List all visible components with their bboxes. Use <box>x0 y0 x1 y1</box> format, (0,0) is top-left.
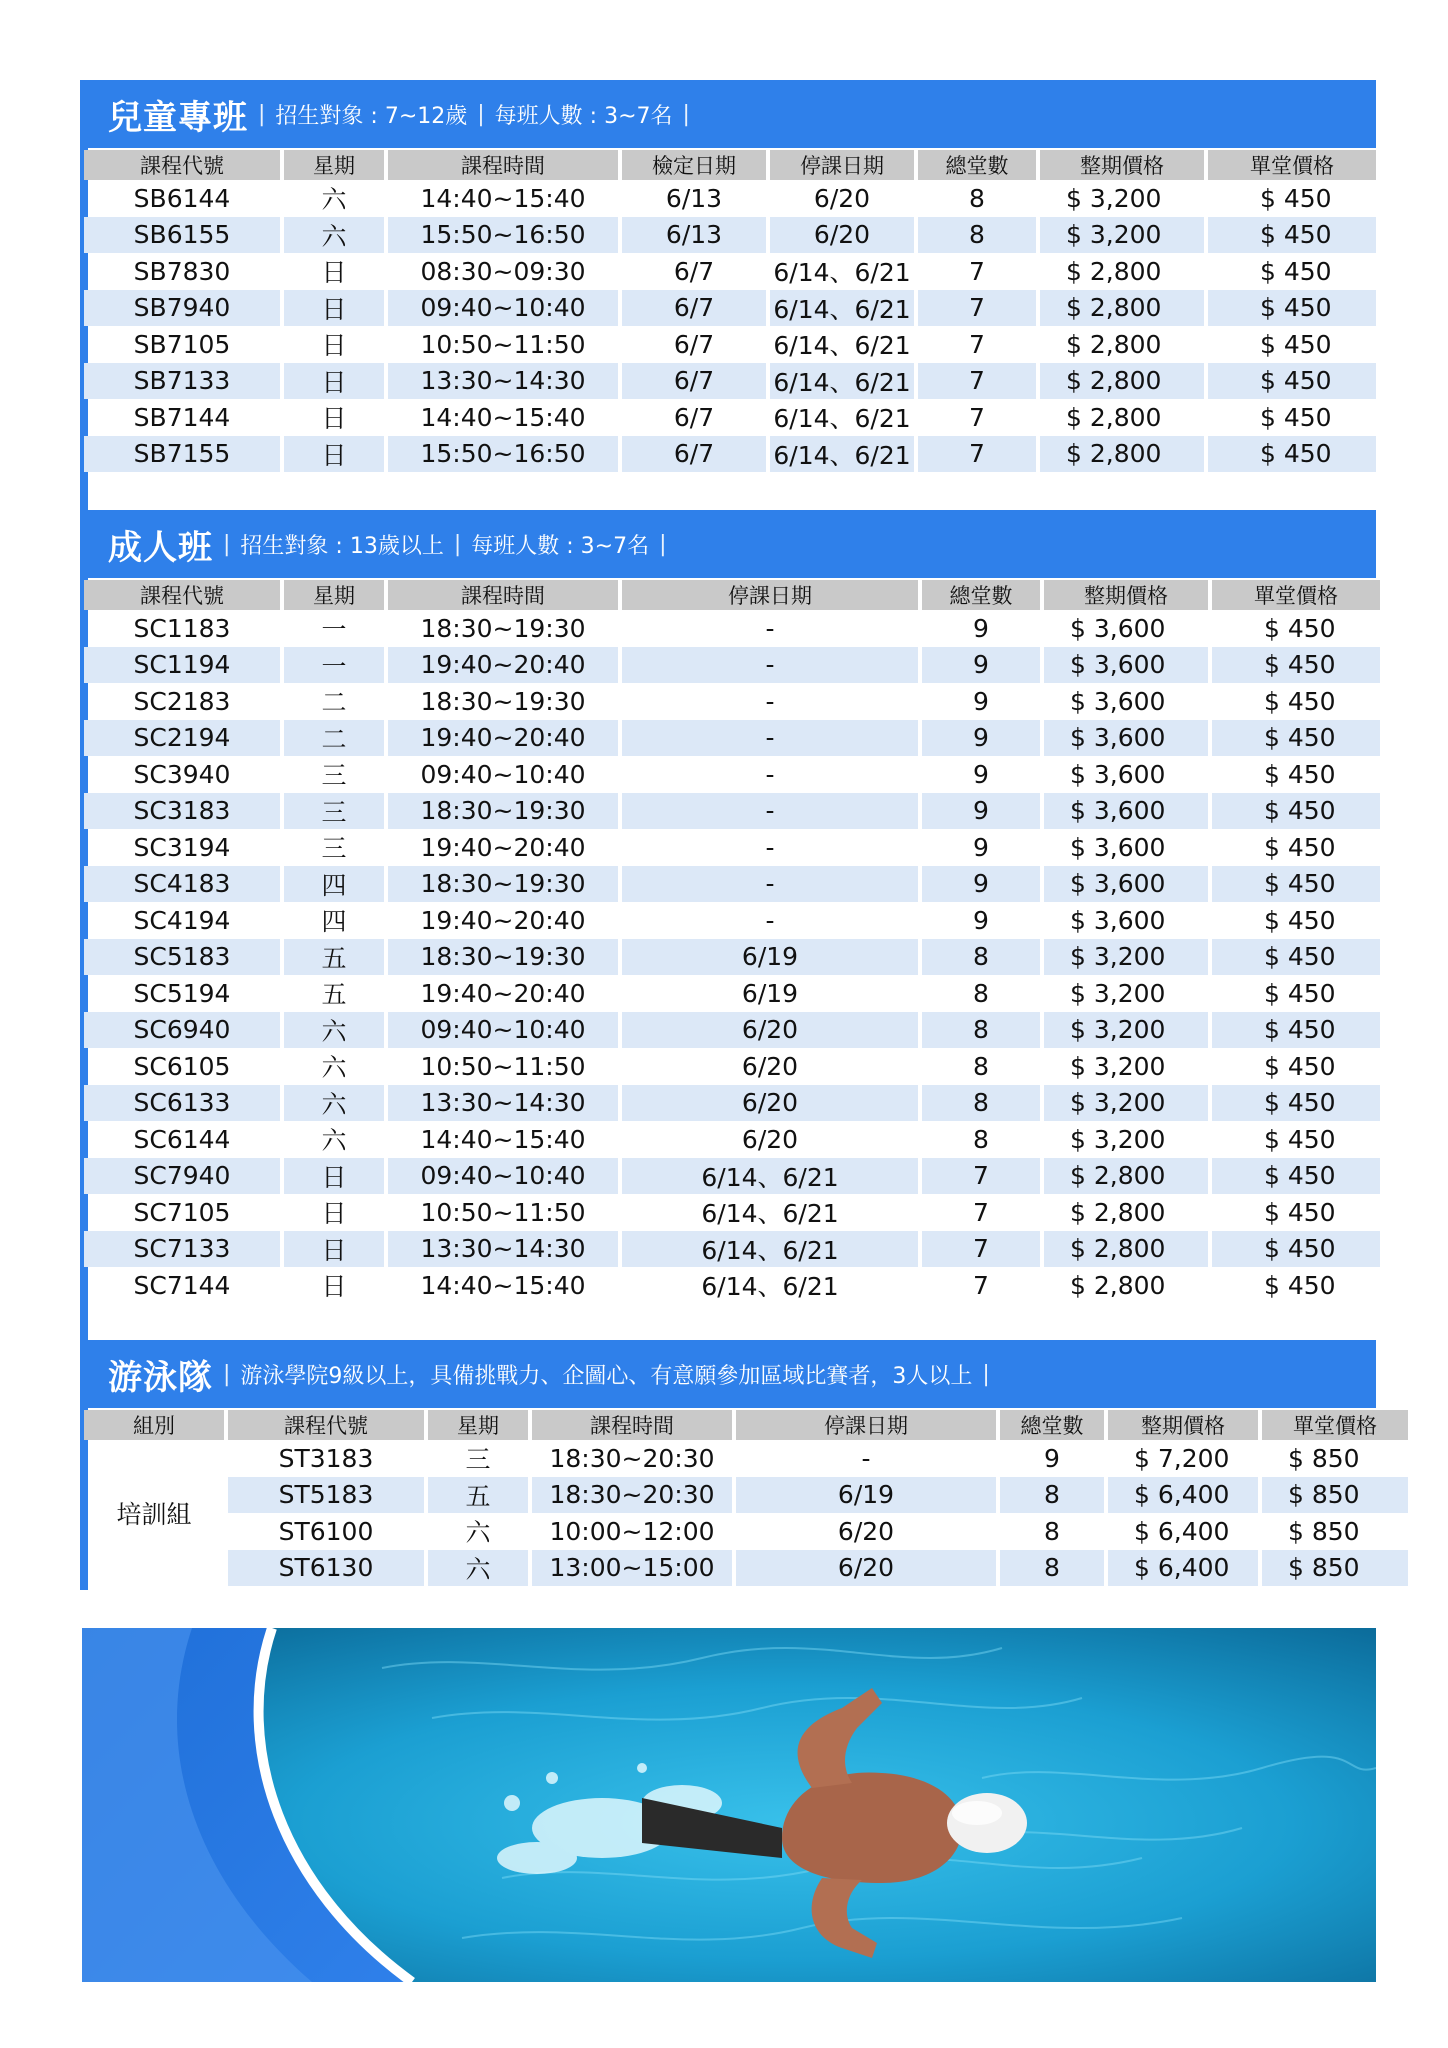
children-cell: 15:50~16:50 <box>388 217 618 254</box>
adult-cell: 9 <box>973 759 989 789</box>
children-cell: 6/13 <box>665 183 723 213</box>
adult-section <box>80 510 1376 1304</box>
adult-cell: - <box>765 832 775 862</box>
adult-cell: SC5194 <box>133 978 231 1008</box>
adult-row <box>84 647 1380 684</box>
adult-cell: SC2183 <box>133 686 231 716</box>
adult-cell: 三 <box>284 793 384 830</box>
children-class-size: 每班人數 : 3~7名 <box>494 103 673 129</box>
children-cell: 六 <box>321 185 347 215</box>
adult-cell: 六 <box>284 1012 384 1049</box>
adult-cell: SC6133 <box>84 1085 280 1122</box>
adult-class-size: 每班人數 : 3~7名 <box>471 533 650 559</box>
adult-header-cell: 整期價格 <box>1044 580 1208 610</box>
team-cell: - <box>861 1443 871 1473</box>
children-cell: 8 <box>969 183 985 213</box>
adult-cell: - <box>765 686 775 716</box>
adult-cell: $ 2,800 <box>1070 1197 1166 1227</box>
adult-row <box>84 1231 1380 1268</box>
children-cell: 6/7 <box>673 256 715 286</box>
adult-cell: SC7105 <box>133 1197 231 1227</box>
adult-row <box>84 1194 1380 1231</box>
adult-cell: 19:40~20:40 <box>388 720 618 757</box>
team-cell: $ 850 <box>1288 1443 1360 1473</box>
children-cell: $ 450 <box>1260 329 1332 359</box>
adult-cell: - <box>622 866 918 903</box>
adult-cell: $ 450 <box>1212 1085 1380 1122</box>
adult-cell: $ 450 <box>1264 1270 1336 1300</box>
adult-row <box>84 939 1380 976</box>
children-cell: $ 2,800 <box>1066 402 1162 432</box>
adult-cell: 一 <box>321 615 347 645</box>
children-cell: 8 <box>918 217 1036 254</box>
children-row <box>84 290 1376 327</box>
swimmer-photo <box>82 1628 1376 1982</box>
adult-cell: - <box>622 793 918 830</box>
team-cell: $ 6,400 <box>1108 1477 1258 1514</box>
children-cell: 7 <box>918 363 1036 400</box>
children-cell: 6/14、6/21 <box>773 258 911 288</box>
team-cell: $ 850 <box>1288 1516 1360 1546</box>
children-cell: SB7940 <box>84 290 280 327</box>
adult-cell: 18:30~19:30 <box>388 793 618 830</box>
adult-row <box>84 720 1380 757</box>
adult-cell: 五 <box>284 939 384 976</box>
adult-cell: SC3183 <box>84 793 280 830</box>
team-cell: 6/19 <box>736 1477 996 1514</box>
adult-cell: $ 3,600 <box>1044 720 1208 757</box>
adult-cell: 9 <box>922 720 1040 757</box>
adult-cell: $ 450 <box>1264 613 1336 643</box>
adult-cell: $ 450 <box>1264 905 1336 935</box>
adult-cell: 二 <box>321 688 347 718</box>
children-row <box>84 399 1376 436</box>
children-header-cell: 星期 <box>284 150 384 180</box>
children-cell: SB7830 <box>133 256 231 286</box>
adult-cell: SC4194 <box>133 905 231 935</box>
adult-cell: 10:50~11:50 <box>420 1051 586 1081</box>
adult-cell: 8 <box>973 978 989 1008</box>
children-cell: SB6155 <box>84 217 280 254</box>
adult-header-cell: 總堂數 <box>922 580 1040 610</box>
adult-cell: 6/20 <box>741 1124 799 1154</box>
adult-cell: $ 3,600 <box>1070 613 1166 643</box>
adult-cell: 日 <box>321 1199 347 1229</box>
adult-cell: 13:30~14:30 <box>388 1085 618 1122</box>
team-row <box>84 1440 1408 1477</box>
team-cell: $ 850 <box>1262 1477 1408 1514</box>
adult-cell: 三 <box>321 834 347 864</box>
adult-cell: 六 <box>321 1053 347 1083</box>
adult-row <box>84 1267 1380 1304</box>
adult-cell: 9 <box>973 686 989 716</box>
team-cell: 8 <box>1000 1550 1104 1587</box>
children-cell: 08:30~09:30 <box>420 256 586 286</box>
adult-cell: 8 <box>922 1085 1040 1122</box>
children-cell: $ 450 <box>1208 290 1376 327</box>
children-row <box>84 326 1376 363</box>
team-header-cell: 總堂數 <box>1000 1410 1104 1440</box>
children-cell: $ 450 <box>1208 217 1376 254</box>
children-cell: 7 <box>918 290 1036 327</box>
children-cell: 六 <box>284 217 384 254</box>
children-cell: $ 2,800 <box>1066 256 1162 286</box>
children-header-cell: 總堂數 <box>918 150 1036 180</box>
children-cell: 13:30~14:30 <box>388 363 618 400</box>
adult-cell: 7 <box>922 1158 1040 1195</box>
children-cell: 7 <box>969 402 985 432</box>
adult-cell: 六 <box>321 1126 347 1156</box>
team-cell: 6/20 <box>837 1516 895 1546</box>
children-header-cell: 檢定日期 <box>622 150 766 180</box>
children-cell: 6/14、6/21 <box>770 363 914 400</box>
adult-cell: 19:40~20:40 <box>388 647 618 684</box>
children-cell: 6/14、6/21 <box>773 331 911 361</box>
adult-cell: $ 450 <box>1212 1231 1380 1268</box>
team-cell: ST3183 <box>278 1443 374 1473</box>
children-cell: 6/7 <box>673 402 715 432</box>
team-header-cell: 停課日期 <box>736 1410 996 1440</box>
children-cell: SB7105 <box>133 329 231 359</box>
adult-cell: $ 450 <box>1264 759 1336 789</box>
adult-cell: 9 <box>973 905 989 935</box>
adult-cell: 6/14、6/21 <box>622 1158 918 1195</box>
adult-cell: 8 <box>922 939 1040 976</box>
children-cell: 7 <box>969 256 985 286</box>
adult-cell: $ 3,600 <box>1070 832 1166 862</box>
adult-cell: 09:40~10:40 <box>388 1158 618 1195</box>
adult-cell: 一 <box>284 647 384 684</box>
adult-target: 招生對象 : 13歲以上 <box>240 533 444 559</box>
adult-cell: $ 3,200 <box>1070 1124 1166 1154</box>
adult-cell: 9 <box>973 832 989 862</box>
team-cell: 6/20 <box>736 1550 996 1587</box>
adult-cell: 8 <box>973 1051 989 1081</box>
adult-cell: 日 <box>284 1231 384 1268</box>
adult-cell: 19:40~20:40 <box>420 978 586 1008</box>
adult-cell: $ 3,600 <box>1070 686 1166 716</box>
team-row <box>84 1550 1408 1587</box>
adult-cell: SC1183 <box>133 613 231 643</box>
adult-cell: $ 3,600 <box>1044 793 1208 830</box>
children-cell: 6/14、6/21 <box>773 404 911 434</box>
children-cell: $ 450 <box>1208 363 1376 400</box>
adult-cell: 四 <box>321 907 347 937</box>
adult-header-cell: 停課日期 <box>622 580 918 610</box>
team-cell: 六 <box>465 1518 491 1548</box>
adult-cell: $ 450 <box>1264 978 1336 1008</box>
adult-cell: 09:40~10:40 <box>420 759 586 789</box>
adult-cell: 18:30~19:30 <box>420 686 586 716</box>
adult-cell: SC2194 <box>84 720 280 757</box>
adult-row <box>84 1085 1380 1122</box>
children-cell: 日 <box>284 290 384 327</box>
adult-cell: $ 3,200 <box>1070 978 1166 1008</box>
team-row <box>84 1513 1408 1550</box>
children-cell: $ 2,800 <box>1040 363 1204 400</box>
adult-cell: 6/19 <box>622 939 918 976</box>
adult-cell: - <box>622 720 918 757</box>
adult-cell: 日 <box>284 1158 384 1195</box>
team-section <box>80 1340 1376 1586</box>
adult-row <box>84 1158 1380 1195</box>
adult-cell: 6/14、6/21 <box>622 1231 918 1268</box>
adult-cell: $ 450 <box>1212 1012 1380 1049</box>
adult-cell: $ 3,600 <box>1044 866 1208 903</box>
adult-cell: - <box>765 613 775 643</box>
adult-cell: 6/14、6/21 <box>701 1199 839 1229</box>
adult-cell: $ 3,600 <box>1044 647 1208 684</box>
adult-cell: 7 <box>973 1270 989 1300</box>
adult-cell: $ 450 <box>1264 1124 1336 1154</box>
children-row <box>84 217 1376 254</box>
team-schedule-table <box>80 1410 1412 1586</box>
children-cell: $ 3,200 <box>1040 217 1204 254</box>
adult-cell: - <box>765 759 775 789</box>
team-header-cell: 單堂價格 <box>1262 1410 1408 1440</box>
children-cell: 09:40~10:40 <box>388 290 618 327</box>
adult-cell: 7 <box>973 1197 989 1227</box>
adult-cell: $ 2,800 <box>1044 1231 1208 1268</box>
children-cell: 15:50~16:50 <box>388 436 618 473</box>
children-title: 兒童專班 <box>108 97 248 138</box>
adult-cell: 9 <box>922 793 1040 830</box>
children-target: 招生對象 : 7~12歲 <box>275 103 468 129</box>
children-cell: 日 <box>284 436 384 473</box>
children-cell: 6/20 <box>770 217 914 254</box>
children-cell: 6/14、6/21 <box>770 290 914 327</box>
children-header-cell: 停課日期 <box>770 150 914 180</box>
adult-row <box>84 975 1380 1012</box>
children-header-cell: 整期價格 <box>1040 150 1204 180</box>
adult-cell: $ 450 <box>1212 720 1380 757</box>
adult-cell: 13:30~14:30 <box>388 1231 618 1268</box>
team-header-cell: 星期 <box>428 1410 528 1440</box>
adult-cell: $ 450 <box>1212 647 1380 684</box>
adult-cell: SC3194 <box>133 832 231 862</box>
team-cell: 9 <box>1044 1443 1060 1473</box>
team-header-cell: 課程時間 <box>532 1410 732 1440</box>
adult-header-cell: 課程代號 <box>84 580 280 610</box>
adult-cell: $ 450 <box>1264 686 1336 716</box>
adult-cell: 10:50~11:50 <box>420 1197 586 1227</box>
adult-cell: 09:40~10:40 <box>388 1012 618 1049</box>
adult-cell: 6/20 <box>622 1085 918 1122</box>
children-cell: $ 3,200 <box>1066 183 1162 213</box>
adult-cell: 五 <box>321 980 347 1010</box>
team-cell: 五 <box>428 1477 528 1514</box>
adult-cell: $ 450 <box>1264 832 1336 862</box>
children-cell: SB6144 <box>133 183 231 213</box>
adult-header-cell: 單堂價格 <box>1212 580 1380 610</box>
adult-cell: - <box>622 647 918 684</box>
children-cell: 日 <box>321 258 347 288</box>
adult-cell: 8 <box>922 1012 1040 1049</box>
adult-cell: 6/20 <box>741 1051 799 1081</box>
adult-cell: 18:30~19:30 <box>388 866 618 903</box>
children-cell: SB7155 <box>84 436 280 473</box>
team-header-cell: 組別 <box>84 1410 224 1440</box>
adult-cell: $ 2,800 <box>1070 1270 1166 1300</box>
adult-cell: - <box>765 905 775 935</box>
team-title: 游泳隊 <box>108 1357 213 1398</box>
adult-cell: SC6940 <box>84 1012 280 1049</box>
adult-cell: $ 450 <box>1212 939 1380 976</box>
adult-row <box>84 866 1380 903</box>
team-cell: $ 6,400 <box>1108 1550 1258 1587</box>
adult-cell: SC5183 <box>84 939 280 976</box>
adult-cell: $ 450 <box>1212 1158 1380 1195</box>
adult-cell: $ 2,800 <box>1044 1158 1208 1195</box>
team-cell: ST5183 <box>228 1477 424 1514</box>
adult-row <box>84 683 1380 720</box>
team-cell: 10:00~12:00 <box>549 1516 715 1546</box>
adult-cell: 日 <box>321 1272 347 1302</box>
children-cell: 日 <box>321 331 347 361</box>
team-cell: 8 <box>1044 1516 1060 1546</box>
adult-row <box>84 902 1380 939</box>
children-cell: $ 450 <box>1260 183 1332 213</box>
adult-cell: 9 <box>922 647 1040 684</box>
adult-cell: SC7133 <box>84 1231 280 1268</box>
children-cell: SB7133 <box>84 363 280 400</box>
adult-cell: SC6105 <box>133 1051 231 1081</box>
team-cell: 8 <box>1000 1477 1104 1514</box>
adult-cell: SC3940 <box>133 759 231 789</box>
adult-row <box>84 793 1380 830</box>
children-cell: 日 <box>284 363 384 400</box>
adult-cell: SC4183 <box>84 866 280 903</box>
children-cell: 6/7 <box>622 436 766 473</box>
adult-cell: 14:40~15:40 <box>420 1270 586 1300</box>
adult-cell: SC1194 <box>84 647 280 684</box>
team-cell: ST6100 <box>278 1516 374 1546</box>
adult-cell: SC7940 <box>84 1158 280 1195</box>
adult-row <box>84 1012 1380 1049</box>
team-header-cell: 課程代號 <box>228 1410 424 1440</box>
children-row <box>84 363 1376 400</box>
children-row <box>84 180 1376 217</box>
children-cell: SB7144 <box>133 402 231 432</box>
adult-cell: 9 <box>922 866 1040 903</box>
team-section-header: 游泳隊 | 游泳學院9級以上，具備挑戰力、企圖心、有意願參加區域比賽者，3人以上 | <box>80 1340 1376 1408</box>
adult-row <box>84 756 1380 793</box>
children-cell: 6/13 <box>622 217 766 254</box>
children-cell: 6/7 <box>673 329 715 359</box>
adult-cell: 6/19 <box>741 978 799 1008</box>
adult-cell: 9 <box>973 613 989 643</box>
team-cell: 13:00~15:00 <box>532 1550 732 1587</box>
adult-cell: 六 <box>284 1085 384 1122</box>
adult-cell: $ 3,200 <box>1044 1085 1208 1122</box>
team-cell: 六 <box>428 1550 528 1587</box>
adult-cell: 6/14、6/21 <box>701 1272 839 1302</box>
children-cell: 10:50~11:50 <box>420 329 586 359</box>
adult-cell: $ 450 <box>1264 1197 1336 1227</box>
adult-cell: 18:30~19:30 <box>388 939 618 976</box>
adult-schedule-table <box>80 580 1384 1304</box>
adult-cell: $ 450 <box>1264 1051 1336 1081</box>
adult-header-cell: 課程時間 <box>388 580 618 610</box>
children-cell: 6/20 <box>813 183 871 213</box>
team-header-cell: 整期價格 <box>1108 1410 1258 1440</box>
adult-cell: $ 3,600 <box>1070 905 1166 935</box>
adult-cell: 6/20 <box>622 1012 918 1049</box>
team-cell: $ 850 <box>1262 1550 1408 1587</box>
children-cell: 日 <box>321 404 347 434</box>
children-schedule-table <box>80 150 1380 472</box>
adult-cell: 19:40~20:40 <box>420 905 586 935</box>
children-header-cell: 課程時間 <box>388 150 618 180</box>
children-cell: $ 450 <box>1260 256 1332 286</box>
team-cell: ST6130 <box>228 1550 424 1587</box>
adult-cell: SC6144 <box>133 1124 231 1154</box>
adult-row <box>84 1048 1380 1085</box>
adult-cell: $ 450 <box>1212 793 1380 830</box>
adult-cell: $ 450 <box>1212 866 1380 903</box>
children-header-cell: 課程代號 <box>84 150 280 180</box>
adult-cell: 四 <box>284 866 384 903</box>
team-cell: 18:30~20:30 <box>532 1477 732 1514</box>
adult-cell: 19:40~20:40 <box>420 832 586 862</box>
children-cell: 6/7 <box>622 290 766 327</box>
children-row <box>84 436 1376 473</box>
children-header-cell: 單堂價格 <box>1208 150 1376 180</box>
team-row <box>84 1477 1408 1514</box>
adult-cell: $ 3,600 <box>1070 759 1166 789</box>
adult-cell: 8 <box>973 1124 989 1154</box>
children-cell: 14:40~15:40 <box>420 183 586 213</box>
children-cell: 6/7 <box>622 363 766 400</box>
children-section-header: 兒童專班 | 招生對象 : 7~12歲 | 每班人數 : 3~7名 | <box>80 80 1376 148</box>
adult-header-cell: 星期 <box>284 580 384 610</box>
adult-cell: 7 <box>922 1231 1040 1268</box>
children-cell: $ 2,800 <box>1066 329 1162 359</box>
adult-cell: 三 <box>321 761 347 791</box>
team-cell: $ 6,400 <box>1134 1516 1230 1546</box>
children-section <box>80 80 1376 472</box>
adult-cell: 14:40~15:40 <box>420 1124 586 1154</box>
adult-section-header: 成人班 | 招生對象 : 13歲以上 | 每班人數 : 3~7名 | <box>80 510 1376 578</box>
team-requirements: 游泳學院9級以上，具備挑戰力、企圖心、有意願參加區域比賽者，3人以上 <box>240 1363 973 1389</box>
children-row <box>84 253 1376 290</box>
team-cell: 三 <box>465 1445 491 1475</box>
team-cell: $ 7,200 <box>1134 1443 1230 1473</box>
adult-title: 成人班 <box>108 527 213 568</box>
children-cell: 7 <box>969 329 985 359</box>
team-group-cell: 培訓組 <box>116 1500 192 1529</box>
children-cell: 6/14、6/21 <box>770 436 914 473</box>
adult-cell: $ 3,200 <box>1044 1012 1208 1049</box>
adult-cell: $ 3,200 <box>1070 1051 1166 1081</box>
adult-cell: $ 3,200 <box>1044 939 1208 976</box>
team-cell: 18:30~20:30 <box>549 1443 715 1473</box>
children-cell: $ 2,800 <box>1040 436 1204 473</box>
adult-row <box>84 829 1380 866</box>
children-cell: $ 450 <box>1260 402 1332 432</box>
children-cell: $ 2,800 <box>1040 290 1204 327</box>
children-cell: 14:40~15:40 <box>420 402 586 432</box>
adult-cell: SC7144 <box>133 1270 231 1300</box>
adult-cell: 18:30~19:30 <box>420 613 586 643</box>
adult-row <box>84 610 1380 647</box>
adult-row <box>84 1121 1380 1158</box>
children-cell: $ 450 <box>1208 436 1376 473</box>
adult-cell: 二 <box>284 720 384 757</box>
children-cell: 7 <box>918 436 1036 473</box>
swimmer-illustration <box>82 1628 1376 1982</box>
